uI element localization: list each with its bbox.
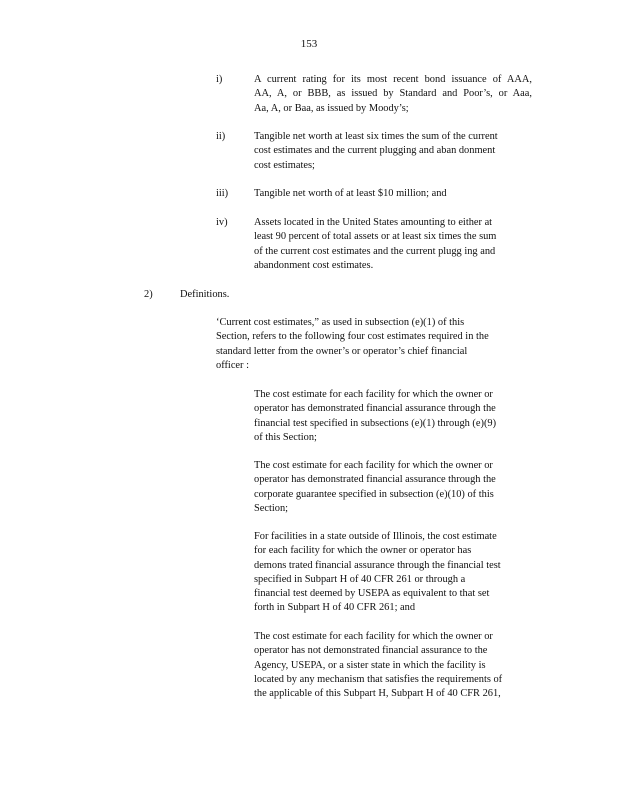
text-line: AA, A, or BBB, as issued by Standard and Poor’s, or Aaa, xyxy=(254,88,532,100)
text-line: financial test specified in subsections (e)(1) through (e)(9) xyxy=(254,417,497,429)
text-line: of this Section; xyxy=(254,431,317,443)
list-item-label: ii) xyxy=(216,131,226,142)
text-line: For facilities in a state outside of Illinois, the cost estimate xyxy=(254,531,497,542)
list-item-text xyxy=(254,187,532,201)
section-title: Definitions. xyxy=(180,289,230,300)
list-item-label: iv) xyxy=(216,217,228,228)
text-line: officer : xyxy=(216,359,249,371)
text-line: cost estimates and the current plugging and aban donment xyxy=(254,145,496,157)
definition-paragraph xyxy=(216,316,532,373)
text-line: abandonment cost estimates. xyxy=(254,259,374,271)
text-line: The cost estimate for each facility for which the owner or xyxy=(254,389,493,400)
text-line: the applicable of this Subpart H, Subpart H of 40 CFR 261, xyxy=(254,688,501,700)
text-line: A current rating for its most recent bond issuance of AAA, xyxy=(254,74,532,85)
sub-paragraph-2 xyxy=(254,459,532,516)
section-number: 2) xyxy=(144,289,153,300)
sub-paragraph-1 xyxy=(254,388,532,445)
text-line: operator has demonstrated financial assurance through the xyxy=(254,474,496,486)
text-line: Section, refers to the following four cost estimates required in the xyxy=(216,331,489,343)
page-number: 153 xyxy=(300,38,318,50)
text-line: financial test deemed by USEPA as equivalent to that set xyxy=(254,588,490,600)
text-line: Tangible net worth at least six times the sum of the current xyxy=(254,131,498,142)
text-line: corporate guarantee specified in subsection (e)(10) of this xyxy=(254,488,494,500)
text-line: specified in Subpart H of 40 CFR 261 or through a xyxy=(254,573,466,585)
list-item-text xyxy=(254,73,532,116)
text-line: The cost estimate for each facility for which the owner or xyxy=(254,460,493,471)
text-line: operator has not demonstrated financial assurance to the xyxy=(254,645,488,657)
text-line: Agency, USEPA, or a sister state in which the facility is xyxy=(254,659,486,671)
text-line: located by any mechanism that satisfies the requirements of xyxy=(254,673,503,685)
sub-paragraph-4 xyxy=(254,630,532,701)
list-item-text xyxy=(254,130,532,173)
text-line: demons trated financial assurance through the financial test xyxy=(254,559,501,571)
text-line: operator has demonstrated financial assurance through the xyxy=(254,403,496,415)
list-item-label: i) xyxy=(216,74,223,85)
text-line: forth in Subpart H of 40 CFR 261; and xyxy=(254,602,416,614)
text-line: for each facility for which the owner or operator has xyxy=(254,545,472,557)
text-line: standard letter from the owner’s or operator’s chief financial xyxy=(216,345,468,357)
text-line: Section; xyxy=(254,502,289,514)
list-item-label: iii) xyxy=(216,188,229,199)
text-line: Tangible net worth of at least $10 million; and xyxy=(254,188,447,199)
text-line: ‘Current cost estimates,” as used in subsection (e)(1) of this xyxy=(216,317,465,328)
list-item-text xyxy=(254,216,532,273)
text-line: cost estimates; xyxy=(254,159,315,171)
sub-paragraph-3 xyxy=(254,530,532,616)
text-line: of the current cost estimates and the current plugg ing and xyxy=(254,245,496,257)
text-line: least 90 percent of total assets or at least six times the sum xyxy=(254,231,497,243)
text-line: Aa, A, or Baa, as issued by Moody’s; xyxy=(254,102,409,114)
text-line: Assets located in the United States amounting to either at xyxy=(254,217,493,228)
text-line: The cost estimate for each facility for which the owner or xyxy=(254,631,493,642)
